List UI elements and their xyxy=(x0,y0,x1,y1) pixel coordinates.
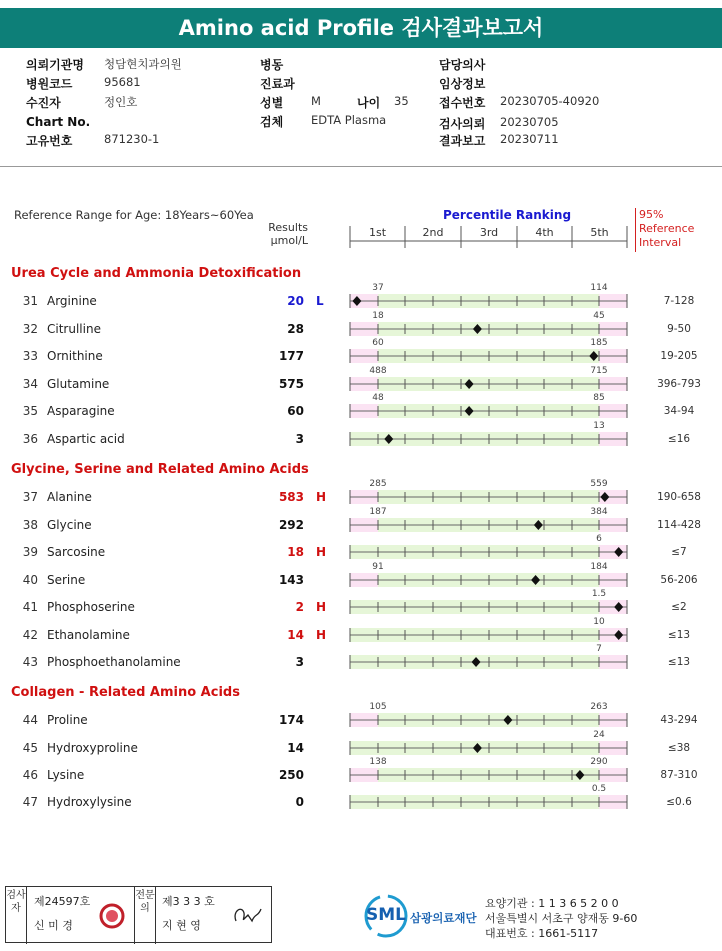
info-label: 고유번호 xyxy=(26,134,73,148)
result-value: 250 xyxy=(278,768,304,782)
units-label: μmol/L xyxy=(270,234,308,247)
analyte-name: Citrulline xyxy=(47,322,101,336)
reference-interval: 396-793 xyxy=(657,378,701,390)
lower-bound-label: 138 xyxy=(369,757,387,767)
analyte-name: Lysine xyxy=(47,768,85,782)
specialist-label: 전문의 xyxy=(134,887,156,944)
result-value: 583 xyxy=(278,490,304,504)
info-label: 검체 xyxy=(260,115,284,129)
row-number: 37 xyxy=(22,490,38,504)
org-code: 요양기관 : 1 1 3 6 5 2 0 0 xyxy=(485,897,619,910)
specialist-id: 제3 3 3 호 xyxy=(162,895,215,908)
org-phone: 대표번호 : 1661-5117 xyxy=(485,927,599,940)
percentile-label: 2nd xyxy=(422,226,444,239)
analyte-name: Sarcosine xyxy=(47,545,106,559)
reference-interval: ≤7 xyxy=(671,546,687,558)
org-address: 서울특별시 서초구 양재동 9-60 xyxy=(485,912,638,925)
upper-bound-label: 715 xyxy=(590,366,608,376)
result-value: 14 xyxy=(287,628,304,642)
info-label: 의뢰기관명 xyxy=(26,58,84,72)
upper-bound-label: 13 xyxy=(593,421,605,431)
percentile-label: 5th xyxy=(590,226,609,239)
org-name: 삼광의료재단 xyxy=(410,911,477,925)
reference-interval: 56-206 xyxy=(660,574,698,586)
section-title: Glycine, Serine and Related Amino Acids xyxy=(11,462,309,477)
analyte-name: Phosphoserine xyxy=(47,600,135,614)
row-number: 31 xyxy=(22,294,38,308)
result-value: 2 xyxy=(295,600,304,614)
info-label: 담당의사 xyxy=(439,58,486,72)
analyte-name: Aspartic acid xyxy=(47,432,125,446)
result-flag: L xyxy=(316,294,324,308)
signature-icon xyxy=(228,901,264,929)
row-number: 46 xyxy=(22,768,38,782)
upper-bound-label: 7 xyxy=(596,644,602,654)
reference-interval: ≤16 xyxy=(667,433,691,445)
analyte-name: Phosphoethanolamine xyxy=(47,655,181,669)
analyte-name: Serine xyxy=(47,573,86,587)
examiner-name: 신 미 경 xyxy=(34,919,73,932)
lower-bound-label: 488 xyxy=(369,366,387,376)
section-title: Urea Cycle and Ammonia Detoxification xyxy=(11,266,302,281)
upper-bound-label: 184 xyxy=(590,562,608,572)
info-label: 병동 xyxy=(260,58,284,72)
upper-bound-label: 10 xyxy=(593,617,605,627)
age-label: 나이 xyxy=(357,96,381,110)
reference-interval: 9-50 xyxy=(667,323,691,335)
row-number: 41 xyxy=(22,600,38,614)
info-label: 검사의뢰 xyxy=(439,117,486,131)
analyte-name: Alanine xyxy=(47,490,92,504)
percentile-ranking-header: Percentile Ranking xyxy=(443,208,572,222)
result-value: 0 xyxy=(295,795,304,809)
lower-bound-label: 187 xyxy=(369,507,387,517)
upper-bound-label: 6 xyxy=(596,534,602,544)
info-label: 진료과 xyxy=(260,77,295,91)
info-value: 95681 xyxy=(104,75,141,89)
reference-interval: ≤38 xyxy=(667,742,691,754)
result-value: 14 xyxy=(287,741,304,755)
age-value: 35 xyxy=(394,94,409,108)
percentile-bar xyxy=(0,638,722,678)
row-number: 45 xyxy=(22,741,38,755)
result-value: 174 xyxy=(278,713,304,727)
info-value: 20230711 xyxy=(500,132,559,146)
row-number: 47 xyxy=(22,795,38,809)
reference-interval: 7-128 xyxy=(663,295,695,307)
upper-bound-label: 263 xyxy=(590,702,608,712)
percentile-bar xyxy=(0,778,722,818)
reference-interval: ≤0.6 xyxy=(666,796,692,808)
signature-box xyxy=(5,886,272,943)
logo-text: SML xyxy=(366,905,406,925)
percentile-bar xyxy=(0,415,722,455)
reference-interval: 34-94 xyxy=(663,405,695,417)
reference-interval: 19-205 xyxy=(660,350,698,362)
percentile-label: 3rd xyxy=(479,226,499,239)
percentile-scale xyxy=(0,0,722,260)
result-flag: H xyxy=(316,600,327,614)
examiner-label: 검사자 xyxy=(6,887,27,944)
analyte-name: Ornithine xyxy=(47,349,103,363)
reference-interval: 43-294 xyxy=(660,714,698,726)
row-number: 42 xyxy=(22,628,38,642)
ref-h2: Reference xyxy=(639,222,695,235)
result-value: 292 xyxy=(278,518,304,532)
info-value: 871230-1 xyxy=(104,132,160,146)
row-number: 38 xyxy=(22,518,38,532)
upper-bound-label: 24 xyxy=(593,730,605,740)
info-value: M xyxy=(311,94,321,108)
analyte-name: Hydroxylysine xyxy=(47,795,132,809)
lower-bound-label: 91 xyxy=(372,562,384,572)
row-number: 36 xyxy=(22,432,38,446)
analyte-name: Glycine xyxy=(47,518,92,532)
upper-bound-label: 384 xyxy=(590,507,608,517)
result-flag: H xyxy=(316,545,327,559)
result-value: 143 xyxy=(278,573,304,587)
lower-bound-label: 285 xyxy=(369,479,387,489)
upper-bound-label: 559 xyxy=(590,479,608,489)
info-label: 수진자 xyxy=(26,96,61,110)
lower-bound-label: 18 xyxy=(372,311,384,321)
analyte-name: Proline xyxy=(47,713,88,727)
reference-interval: ≤13 xyxy=(667,656,691,668)
row-number: 40 xyxy=(22,573,38,587)
info-label: 결과보고 xyxy=(439,134,486,148)
result-value: 28 xyxy=(287,322,304,336)
analyte-name: Ethanolamine xyxy=(47,628,130,642)
seal-icon xyxy=(99,903,125,929)
result-value: 575 xyxy=(278,377,304,391)
lower-bound-label: 37 xyxy=(372,283,384,293)
info-label: Chart No. xyxy=(26,115,91,129)
upper-bound-label: 185 xyxy=(590,338,608,348)
report-title: Amino acid Profile 검사결과보고서 xyxy=(0,8,722,48)
lower-bound-label: 60 xyxy=(372,338,384,348)
upper-bound-label: 45 xyxy=(593,311,605,321)
info-label: 접수번호 xyxy=(439,96,486,110)
info-value: 20230705-40920 xyxy=(500,94,600,108)
lower-bound-label: 48 xyxy=(372,393,384,403)
result-value: 177 xyxy=(278,349,304,363)
section-title: Collagen - Related Amino Acids xyxy=(11,685,240,700)
analyte-name: Hydroxyproline xyxy=(47,741,138,755)
row-number: 39 xyxy=(22,545,38,559)
reference-interval: 87-310 xyxy=(660,769,698,781)
ref-h1: 95% xyxy=(639,208,664,221)
upper-bound-label: 290 xyxy=(590,757,608,767)
row-number: 43 xyxy=(22,655,38,669)
analyte-name: Arginine xyxy=(47,294,97,308)
upper-bound-label: 0.5 xyxy=(591,784,607,794)
info-value: 20230705 xyxy=(500,115,559,129)
row-number: 44 xyxy=(22,713,38,727)
upper-bound-label: 85 xyxy=(593,393,605,403)
percentile-label: 4th xyxy=(535,226,554,239)
info-value: 청담현치과의원 xyxy=(104,57,182,71)
upper-bound-label: 114 xyxy=(590,283,608,293)
percentile-label: 1st xyxy=(368,226,387,239)
upper-bound-label: 1.5 xyxy=(591,589,607,599)
info-label: 성별 xyxy=(260,96,284,110)
result-flag: H xyxy=(316,628,327,642)
reference-range-age: Reference Range for Age: 18Years~60Yea xyxy=(14,208,254,222)
info-value: EDTA Plasma xyxy=(311,113,387,127)
reference-interval: 114-428 xyxy=(657,519,701,531)
reference-interval: ≤13 xyxy=(667,629,691,641)
specialist-name: 지 현 영 xyxy=(162,919,201,932)
ref-h3: Interval xyxy=(639,236,682,249)
results-label: Results xyxy=(268,221,308,234)
reference-interval: 190-658 xyxy=(657,491,701,503)
row-number: 32 xyxy=(22,322,38,336)
info-value: 정인호 xyxy=(104,95,138,109)
row-number: 33 xyxy=(22,349,38,363)
lower-bound-label: 105 xyxy=(369,702,387,712)
examiner-id: 제24597호 xyxy=(34,895,91,908)
result-value: 18 xyxy=(287,545,304,559)
row-number: 34 xyxy=(22,377,38,391)
info-label: 병원코드 xyxy=(26,77,73,91)
info-label: 임상정보 xyxy=(439,77,486,91)
reference-interval: ≤2 xyxy=(671,601,687,613)
result-value: 20 xyxy=(287,294,304,308)
result-flag: H xyxy=(316,490,327,504)
result-value: 60 xyxy=(287,404,304,418)
analyte-name: Asparagine xyxy=(47,404,115,418)
result-value: 3 xyxy=(295,432,304,446)
analyte-name: Glutamine xyxy=(47,377,110,391)
row-number: 35 xyxy=(22,404,38,418)
result-value: 3 xyxy=(295,655,304,669)
